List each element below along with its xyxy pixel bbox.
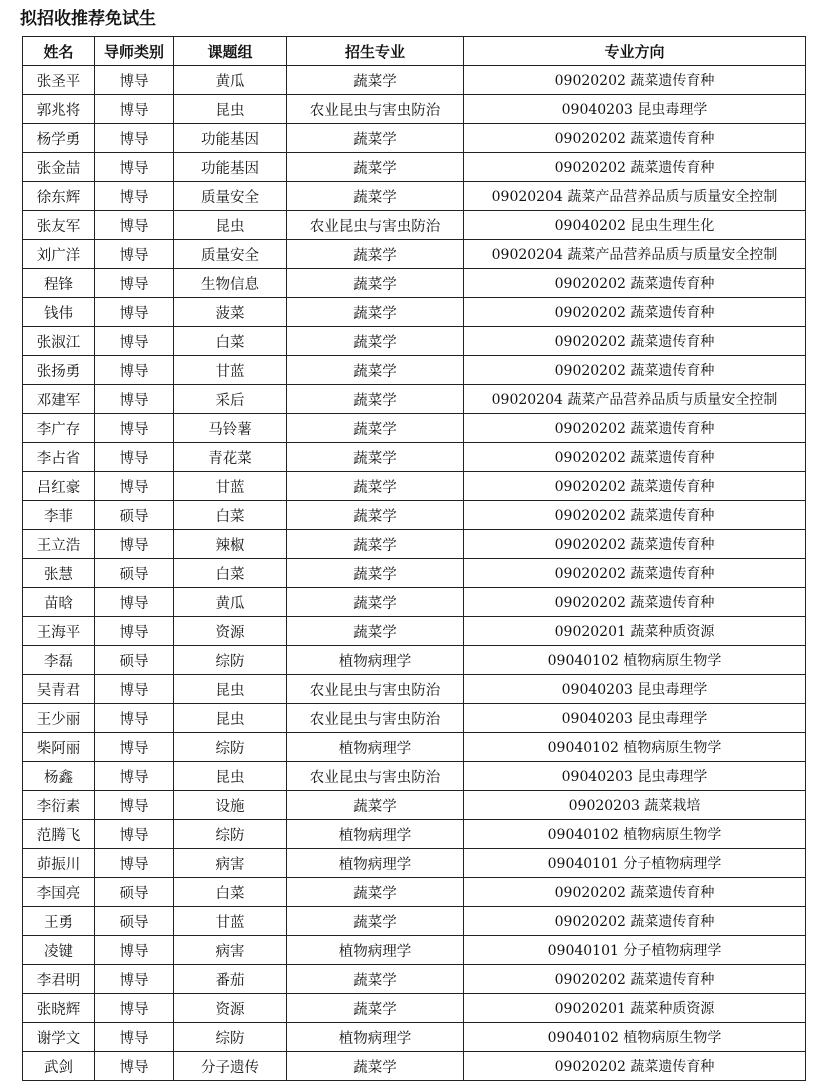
cell-name: 程锋: [23, 269, 95, 298]
table-row: [23, 95, 806, 124]
cell-research-group: 生物信息: [174, 269, 287, 298]
table-row: [23, 327, 806, 356]
table-row: [23, 791, 806, 820]
cell-research-group: 黄瓜: [174, 588, 287, 617]
table-body: [23, 66, 806, 1081]
table-row: [23, 820, 806, 849]
cell-research-group: 辣椒: [174, 530, 287, 559]
cell-advisor-type: 硕导: [95, 501, 174, 530]
cell-advisor-type: 博导: [95, 356, 174, 385]
cell-research-group: 分子遗传: [174, 1052, 287, 1081]
cell-major: 农业昆虫与害虫防治: [287, 704, 464, 733]
cell-research-group: 综防: [174, 733, 287, 762]
cell-major: 蔬菜学: [287, 385, 464, 414]
cell-major: 蔬菜学: [287, 878, 464, 907]
table-row: [23, 704, 806, 733]
table-row: [23, 965, 806, 994]
cell-name: 张淑江: [23, 327, 95, 356]
cell-name: 王勇: [23, 907, 95, 936]
cell-name: 刘广洋: [23, 240, 95, 269]
cell-direction: 09020202 蔬菜遗传育种: [464, 124, 806, 153]
cell-advisor-type: 博导: [95, 240, 174, 269]
cell-name: 张晓辉: [23, 994, 95, 1023]
table-row: [23, 675, 806, 704]
cell-advisor-type: 博导: [95, 762, 174, 791]
cell-major: 蔬菜学: [287, 414, 464, 443]
table-row: [23, 646, 806, 675]
cell-name: 张圣平: [23, 66, 95, 95]
cell-name: 张扬勇: [23, 356, 95, 385]
cell-direction: 09020202 蔬菜遗传育种: [464, 153, 806, 182]
cell-research-group: 马铃薯: [174, 414, 287, 443]
cell-name: 郭兆将: [23, 95, 95, 124]
cell-advisor-type: 博导: [95, 1023, 174, 1052]
cell-advisor-type: 硕导: [95, 878, 174, 907]
cell-research-group: 甘蓝: [174, 356, 287, 385]
cell-name: 李国亮: [23, 878, 95, 907]
column-header-research-group: 课题组: [174, 37, 287, 66]
cell-major: 蔬菜学: [287, 327, 464, 356]
cell-direction: 09020202 蔬菜遗传育种: [464, 1052, 806, 1081]
cell-major: 植物病理学: [287, 646, 464, 675]
table-row: [23, 501, 806, 530]
cell-major: 蔬菜学: [287, 182, 464, 211]
cell-name: 李磊: [23, 646, 95, 675]
cell-research-group: 青花菜: [174, 443, 287, 472]
cell-major: 蔬菜学: [287, 124, 464, 153]
cell-research-group: 昆虫: [174, 211, 287, 240]
cell-direction: 09020202 蔬菜遗传育种: [464, 878, 806, 907]
cell-direction: 09020202 蔬菜遗传育种: [464, 559, 806, 588]
cell-name: 杨学勇: [23, 124, 95, 153]
cell-advisor-type: 博导: [95, 791, 174, 820]
cell-direction: 09040102 植物病原生物学: [464, 820, 806, 849]
cell-advisor-type: 博导: [95, 675, 174, 704]
cell-major: 蔬菜学: [287, 443, 464, 472]
table-row: [23, 530, 806, 559]
cell-research-group: 白菜: [174, 878, 287, 907]
table-row: [23, 124, 806, 153]
cell-research-group: 番茄: [174, 965, 287, 994]
cell-direction: 09020202 蔬菜遗传育种: [464, 298, 806, 327]
document-title: 拟招收推荐免试生: [20, 9, 156, 29]
table-row: [23, 182, 806, 211]
table-row: [23, 762, 806, 791]
cell-direction: 09040101 分子植物病理学: [464, 936, 806, 965]
column-header-direction: 专业方向: [464, 37, 806, 66]
cell-advisor-type: 博导: [95, 530, 174, 559]
table-row: [23, 878, 806, 907]
cell-name: 李菲: [23, 501, 95, 530]
column-header-name: 姓名: [23, 37, 95, 66]
cell-research-group: 菠菜: [174, 298, 287, 327]
cell-research-group: 白菜: [174, 327, 287, 356]
cell-advisor-type: 博导: [95, 849, 174, 878]
cell-advisor-type: 博导: [95, 617, 174, 646]
cell-major: 蔬菜学: [287, 298, 464, 327]
cell-direction: 09020202 蔬菜遗传育种: [464, 530, 806, 559]
cell-name: 李君明: [23, 965, 95, 994]
cell-advisor-type: 博导: [95, 472, 174, 501]
cell-research-group: 病害: [174, 936, 287, 965]
cell-major: 蔬菜学: [287, 994, 464, 1023]
cell-major: 蔬菜学: [287, 269, 464, 298]
cell-direction: 09040203 昆虫毒理学: [464, 675, 806, 704]
cell-research-group: 昆虫: [174, 762, 287, 791]
cell-advisor-type: 博导: [95, 588, 174, 617]
cell-name: 王少丽: [23, 704, 95, 733]
table-row: [23, 414, 806, 443]
cell-major: 蔬菜学: [287, 1052, 464, 1081]
cell-major: 蔬菜学: [287, 66, 464, 95]
cell-advisor-type: 博导: [95, 298, 174, 327]
cell-advisor-type: 博导: [95, 124, 174, 153]
cell-advisor-type: 博导: [95, 414, 174, 443]
cell-name: 苗晗: [23, 588, 95, 617]
cell-name: 李占省: [23, 443, 95, 472]
cell-name: 范腾飞: [23, 820, 95, 849]
cell-name: 钱伟: [23, 298, 95, 327]
cell-direction: 09020202 蔬菜遗传育种: [464, 269, 806, 298]
cell-advisor-type: 博导: [95, 704, 174, 733]
cell-major: 农业昆虫与害虫防治: [287, 211, 464, 240]
cell-direction: 09040203 昆虫毒理学: [464, 762, 806, 791]
table-row: [23, 1052, 806, 1081]
table-row: [23, 559, 806, 588]
cell-direction: 09020204 蔬菜产品营养品质与质量安全控制: [464, 240, 806, 269]
cell-major: 蔬菜学: [287, 472, 464, 501]
cell-advisor-type: 博导: [95, 269, 174, 298]
cell-direction: 09040202 昆虫生理生化: [464, 211, 806, 240]
cell-direction: 09040102 植物病原生物学: [464, 646, 806, 675]
cell-major: 农业昆虫与害虫防治: [287, 675, 464, 704]
table-row: [23, 385, 806, 414]
cell-major: 植物病理学: [287, 733, 464, 762]
cell-direction: 09020204 蔬菜产品营养品质与质量安全控制: [464, 385, 806, 414]
table-row: [23, 472, 806, 501]
cell-major: 蔬菜学: [287, 791, 464, 820]
cell-research-group: 病害: [174, 849, 287, 878]
cell-major: 农业昆虫与害虫防治: [287, 95, 464, 124]
table-row: [23, 1023, 806, 1052]
cell-direction: 09020202 蔬菜遗传育种: [464, 66, 806, 95]
table-row: [23, 994, 806, 1023]
cell-name: 张友军: [23, 211, 95, 240]
column-header-advisor-type: 导师类别: [95, 37, 174, 66]
cell-major: 蔬菜学: [287, 965, 464, 994]
cell-direction: 09040203 昆虫毒理学: [464, 704, 806, 733]
cell-major: 植物病理学: [287, 936, 464, 965]
cell-name: 吴青君: [23, 675, 95, 704]
cell-major: 蔬菜学: [287, 907, 464, 936]
cell-major: 蔬菜学: [287, 617, 464, 646]
cell-research-group: 综防: [174, 646, 287, 675]
cell-name: 李衍素: [23, 791, 95, 820]
table-row: [23, 936, 806, 965]
table-row: [23, 356, 806, 385]
cell-direction: 09040102 植物病原生物学: [464, 733, 806, 762]
cell-name: 邓建军: [23, 385, 95, 414]
cell-advisor-type: 博导: [95, 443, 174, 472]
cell-advisor-type: 博导: [95, 385, 174, 414]
cell-direction: 09020202 蔬菜遗传育种: [464, 356, 806, 385]
cell-research-group: 甘蓝: [174, 472, 287, 501]
cell-research-group: 昆虫: [174, 675, 287, 704]
recommended-students-table: [22, 36, 806, 1081]
cell-direction: 09040101 分子植物病理学: [464, 849, 806, 878]
cell-research-group: 综防: [174, 820, 287, 849]
cell-research-group: 综防: [174, 1023, 287, 1052]
cell-advisor-type: 博导: [95, 1052, 174, 1081]
cell-name: 凌键: [23, 936, 95, 965]
cell-major: 植物病理学: [287, 1023, 464, 1052]
cell-advisor-type: 博导: [95, 965, 174, 994]
cell-name: 武剑: [23, 1052, 95, 1081]
cell-direction: 09040203 昆虫毒理学: [464, 95, 806, 124]
cell-major: 蔬菜学: [287, 240, 464, 269]
cell-major: 蔬菜学: [287, 588, 464, 617]
table-row: [23, 588, 806, 617]
cell-research-group: 昆虫: [174, 95, 287, 124]
cell-advisor-type: 博导: [95, 153, 174, 182]
table-row: [23, 240, 806, 269]
cell-name: 王立浩: [23, 530, 95, 559]
cell-research-group: 功能基因: [174, 153, 287, 182]
table-row: [23, 443, 806, 472]
cell-name: 张金喆: [23, 153, 95, 182]
cell-advisor-type: 硕导: [95, 646, 174, 675]
cell-major: 蔬菜学: [287, 153, 464, 182]
cell-major: 蔬菜学: [287, 559, 464, 588]
table-row: [23, 298, 806, 327]
column-header-major: 招生专业: [287, 37, 464, 66]
table-row: [23, 66, 806, 95]
cell-direction: 09020203 蔬菜栽培: [464, 791, 806, 820]
cell-direction: 09020202 蔬菜遗传育种: [464, 443, 806, 472]
cell-direction: 09020202 蔬菜遗传育种: [464, 327, 806, 356]
cell-direction: 09020202 蔬菜遗传育种: [464, 588, 806, 617]
cell-name: 李广存: [23, 414, 95, 443]
cell-direction: 09020202 蔬菜遗传育种: [464, 472, 806, 501]
cell-direction: 09020202 蔬菜遗传育种: [464, 965, 806, 994]
cell-advisor-type: 博导: [95, 994, 174, 1023]
cell-research-group: 资源: [174, 994, 287, 1023]
table-row: [23, 211, 806, 240]
cell-advisor-type: 博导: [95, 936, 174, 965]
cell-major: 植物病理学: [287, 820, 464, 849]
cell-research-group: 采后: [174, 385, 287, 414]
cell-name: 王海平: [23, 617, 95, 646]
cell-advisor-type: 博导: [95, 327, 174, 356]
cell-direction: 09020201 蔬菜种质资源: [464, 617, 806, 646]
cell-research-group: 质量安全: [174, 240, 287, 269]
cell-research-group: 资源: [174, 617, 287, 646]
cell-name: 茆振川: [23, 849, 95, 878]
cell-major: 蔬菜学: [287, 501, 464, 530]
table-row: [23, 907, 806, 936]
cell-advisor-type: 硕导: [95, 559, 174, 588]
cell-major: 农业昆虫与害虫防治: [287, 762, 464, 791]
cell-name: 杨鑫: [23, 762, 95, 791]
cell-name: 谢学文: [23, 1023, 95, 1052]
cell-direction: 09040102 植物病原生物学: [464, 1023, 806, 1052]
cell-name: 柴阿丽: [23, 733, 95, 762]
table-row: [23, 849, 806, 878]
cell-direction: 09020201 蔬菜种质资源: [464, 994, 806, 1023]
cell-direction: 09020202 蔬菜遗传育种: [464, 907, 806, 936]
cell-advisor-type: 博导: [95, 733, 174, 762]
cell-research-group: 甘蓝: [174, 907, 287, 936]
cell-advisor-type: 博导: [95, 66, 174, 95]
table-row: [23, 269, 806, 298]
cell-advisor-type: 博导: [95, 182, 174, 211]
cell-research-group: 功能基因: [174, 124, 287, 153]
cell-direction: 09020204 蔬菜产品营养品质与质量安全控制: [464, 182, 806, 211]
cell-direction: 09020202 蔬菜遗传育种: [464, 501, 806, 530]
cell-name: 张慧: [23, 559, 95, 588]
cell-name: 吕红豪: [23, 472, 95, 501]
cell-research-group: 设施: [174, 791, 287, 820]
table-row: [23, 617, 806, 646]
cell-research-group: 白菜: [174, 501, 287, 530]
table-row: [23, 733, 806, 762]
header-row: [23, 37, 806, 66]
cell-research-group: 白菜: [174, 559, 287, 588]
cell-research-group: 黄瓜: [174, 66, 287, 95]
cell-major: 蔬菜学: [287, 356, 464, 385]
cell-research-group: 昆虫: [174, 704, 287, 733]
cell-research-group: 质量安全: [174, 182, 287, 211]
cell-advisor-type: 博导: [95, 820, 174, 849]
table-row: [23, 153, 806, 182]
cell-advisor-type: 硕导: [95, 907, 174, 936]
cell-advisor-type: 博导: [95, 95, 174, 124]
table-header: [23, 37, 806, 66]
cell-major: 蔬菜学: [287, 530, 464, 559]
cell-major: 植物病理学: [287, 849, 464, 878]
cell-advisor-type: 博导: [95, 211, 174, 240]
cell-name: 徐东辉: [23, 182, 95, 211]
cell-direction: 09020202 蔬菜遗传育种: [464, 414, 806, 443]
